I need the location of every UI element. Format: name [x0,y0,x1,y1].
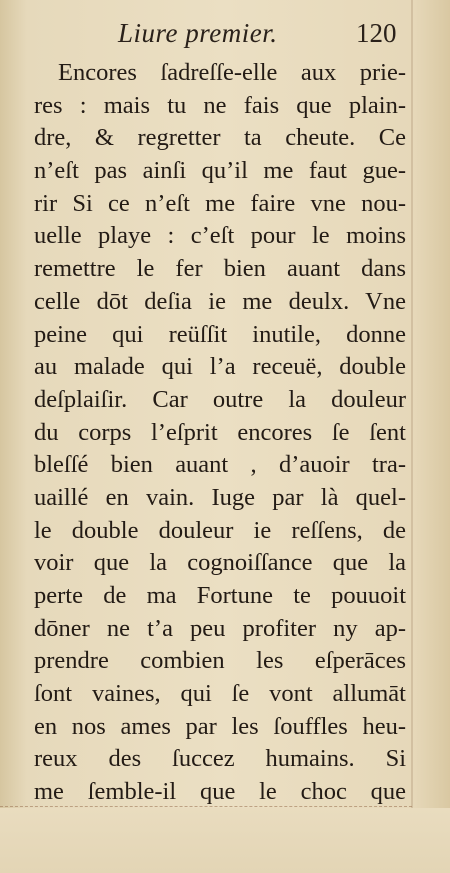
text-line: reux des ſuccez humains. Si [34,745,406,773]
text-line: rir Si ce n’eſt me faire vne nou- [34,189,406,217]
text-line: celle dōt deſia ie me deulx. Vne [34,287,406,315]
text-line: le double douleur ie reſſens, de [34,516,406,544]
text-line: me ſemble-il que le choc que [34,778,406,806]
text-line: uaillé en vain. Iuge par là quel- [34,483,406,511]
page-number: 120 [356,18,397,48]
gutter-shadow [411,0,413,873]
text-line: uelle playe : c’eſt pour le moins [34,222,406,250]
text-line: du corps l’eſprit encores ſe ſent [34,418,406,446]
text-line: dōner ne t’a peu profiter ny ap- [34,614,406,642]
text-line: deſplaiſir. Car outre la douleur [34,385,406,413]
running-head [0,18,450,50]
text-line: peine qui reüſſit inutile, donne [34,320,406,348]
text-line: Encores ſadreſſe-elle aux prie- [58,59,406,86]
running-head-title: Liure premier. [118,18,278,48]
text-line: res : mais tu ne fais que plain- [34,91,406,119]
text-line: voir que la cognoiſſance que la [34,549,406,577]
text-line: prendre combien les eſperāces [34,647,406,675]
text-line: bleſſé bien auant , d’auoir tra- [34,451,406,479]
bottom-margin [0,808,450,873]
text-line: remettre le fer bien auant dans [34,255,406,283]
body-text [34,57,406,809]
text-line: en nos ames par les ſouffles heu- [34,712,406,740]
text-line: au malade qui l’a receuë, double [34,353,406,381]
text-line: n’eſt pas ainſi qu’il me faut gue- [34,157,406,185]
text-line: ſont vaines, qui ſe vont allumāt [34,680,406,708]
text-line: perte de ma Fortune te pouuoit [34,582,406,609]
text-line: dre, & regretter ta cheute. Ce [34,124,406,152]
